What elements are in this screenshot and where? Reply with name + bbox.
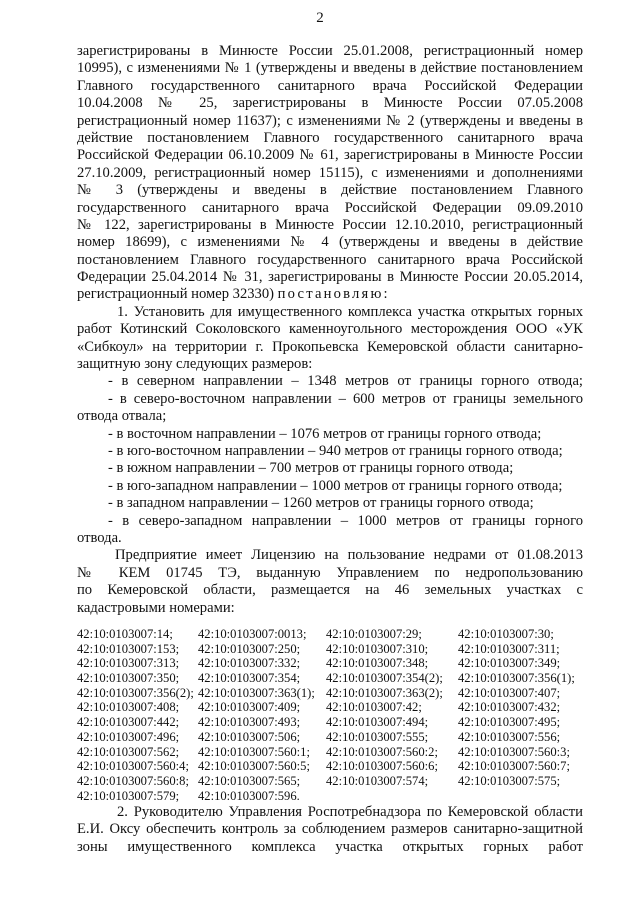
cadastral-number: 42:10:0103007:42; (326, 700, 422, 715)
cadastral-number: 42:10:0103007:356(1); (458, 671, 575, 686)
direction-item: - в восточном направлении – 1076 метров от границы горного отвода; (108, 425, 542, 442)
cadastral-number: 42:10:0103007:407; (458, 685, 561, 700)
text-line (77, 286, 583, 303)
cadastral-number: 42:10:0103007:579; (77, 788, 180, 803)
page-number: 2 (316, 10, 324, 26)
cadastral-number: 42:10:0103007:560:4; (77, 759, 189, 774)
cadastral-number: 42:10:0103007:348; (326, 656, 429, 671)
cadastral-number: 42:10:0103007:556; (458, 729, 561, 744)
cadastral-number: 42:10:0103007:560:6; (326, 759, 438, 774)
text-line: зоны имущественного комплекса участка открытых горных работ (77, 838, 583, 855)
cadastral-number: 42:10:0103007:350; (77, 671, 180, 686)
body-text (77, 43, 583, 617)
cadastral-number: 42:10:0103007:356(2); (77, 685, 194, 700)
postanovlyayu-word: постановляю: (277, 286, 390, 303)
text-line: защитную зону следующих размеров: (77, 356, 313, 373)
cadastral-number: 42:10:0103007:575; (458, 773, 561, 788)
text-line: Е.И. Оксу обеспечить контроль за соблюдением размеров санитарно-защитной (77, 821, 583, 838)
direction-item-cont: отвода. (77, 529, 122, 546)
cadastral-number: 42:10:0103007:565; (198, 773, 301, 788)
cadastral-number: 42:10:0103007:493; (198, 715, 301, 730)
text-line: государственного санитарного врача Российской Федерации 09.09.2010 (77, 199, 583, 216)
direction-item: - в северо-восточном направлении – 600 метров от границы земельного (108, 390, 583, 407)
cadastral-number: 42:10:0103007:560:3; (458, 744, 570, 759)
direction-item: - в западном направлении – 1260 метров от границы горного отвода; (108, 495, 534, 512)
text-line: 27.10.2009, регистрационный номер 15115), с изменениями и дополнениями (77, 164, 583, 181)
text-line: 10995), с изменениями № 1 (утверждены и введены в действие постановлением (77, 60, 583, 77)
cadastral-number: 42:10:0103007:560:1; (198, 744, 310, 759)
cadastral-number: 42:10:0103007:562; (77, 744, 180, 759)
text-line: кадастровыми номерами: (77, 599, 235, 616)
text-line: действие постановлением Главного государственного санитарного врача (77, 129, 583, 146)
item-1-heading: 1. Установить для имущественного комплекса участка открытых горных (117, 303, 583, 320)
text-line: № 3 (утверждены и введены в действие постановлением Главного (77, 182, 583, 199)
cadastral-number: 42:10:0103007:354; (198, 671, 301, 686)
cadastral-number: 42:10:0103007:495; (458, 715, 561, 730)
cadastral-number: 42:10:0103007:363(1); (198, 685, 315, 700)
cadastral-number: 42:10:0103007:560:5; (198, 759, 310, 774)
cadastral-number: 42:10:0103007:349; (458, 656, 561, 671)
cadastral-number: 42:10:0103007:250; (198, 641, 301, 656)
text-line: № КЕМ 01745 ТЭ, выданную Управлением по недропользованию (77, 564, 583, 581)
text-line: зарегистрированы в Минюсте России 25.01.2008, регистрационный номер (77, 43, 583, 59)
cadastral-number: 42:10:0103007:354(2); (326, 671, 443, 686)
cadastral-number: 42:10:0103007:442; (77, 715, 180, 730)
cadastral-number: 42:10:0103007:408; (77, 700, 180, 715)
item-2-heading: 2. Руководителю Управления Роспотребнадзора по Кемеровской области (117, 804, 583, 820)
cadastral-number: 42:10:0103007:574; (326, 773, 429, 788)
cadastral-number: 42:10:0103007:496; (77, 729, 180, 744)
cadastral-number: 42:10:0103007:560:8; (77, 773, 189, 788)
cadastral-number: 42:10:0103007:313; (77, 656, 180, 671)
cadastral-number: 42:10:0103007:310; (326, 641, 429, 656)
cadastral-number: 42:10:0103007:332; (198, 656, 301, 671)
direction-item: - в юго-восточном направлении – 940 метров от границы горного отвода; (108, 442, 563, 459)
text-line: Федерации 25.04.2014 № 31, зарегистрированы в Минюсте России 20.05.2014, (77, 269, 583, 286)
direction-item: - в юго-западном направлении – 1000 метров от границы горного отвода; (108, 477, 563, 494)
cadastral-number: 42:10:0103007:29; (326, 627, 422, 641)
item-2-text (77, 804, 583, 856)
text-line: 10.04.2008 № 25, зарегистрированы в Минюсте России 07.05.2008 (77, 95, 583, 112)
text-line: по Кемеровской области, размещается на 46 земельных участках с (77, 582, 583, 599)
direction-item: - в северном направлении – 1348 метров от границы горного отвода; (108, 373, 583, 390)
text-line: Главного государственного санитарного врача Российской Федерации (77, 77, 583, 94)
cadastral-number: 42:10:0103007:153; (77, 641, 180, 656)
cadastral-number: 42:10:0103007:555; (326, 729, 429, 744)
cadastral-number: 42:10:0103007:560:2; (326, 744, 438, 759)
text-line: Российской Федерации 06.10.2009 № 61, зарегистрированы в Минюсте России (77, 147, 583, 164)
text-line: работ Котинский Соколовского каменноугольного месторождения ООО «УК (77, 321, 583, 338)
text-line: постановлением Главного государственного санитарного врача Российской (77, 251, 583, 268)
text-line: № 122, зарегистрированы в Минюсте России 12.10.2010, регистрационный (77, 216, 583, 233)
cadastral-number: 42:10:0103007:560:7; (458, 759, 570, 774)
cadastral-number: 42:10:0103007:311; (458, 641, 560, 656)
cadastral-number: 42:10:0103007:596. (198, 788, 300, 803)
text-line: «Сибкоул» на территории г. Прокопьевска Кемеровской области санитарно- (77, 338, 583, 355)
cadastral-number: 42:10:0103007:14; (77, 627, 173, 641)
direction-item: - в северо-западном направлении – 1000 метров от границы горного (108, 512, 583, 529)
direction-item-cont: отвода отвала; (77, 408, 167, 425)
cadastral-number: 42:10:0103007:506; (198, 729, 301, 744)
direction-item: - в южном направлении – 700 метров от границы горного отвода; (108, 460, 514, 477)
text-line: регистрационный номер 11637); с изменениями № 2 (утверждены и введены в (77, 112, 583, 129)
license-paragraph: Предприятие имеет Лицензию на пользование недрами от 01.08.2013 (115, 547, 583, 564)
cadastral-number: 42:10:0103007:432; (458, 700, 561, 715)
cadastral-number: 42:10:0103007:409; (198, 700, 301, 715)
intro-last-text: регистрационный номер 32330) (77, 286, 275, 303)
cadastral-number: 42:10:0103007:30; (458, 627, 554, 641)
cadastral-number: 42:10:0103007:0013; (198, 627, 307, 641)
text-line: номер 18699), с изменениями № 4 (утверждены и введены в действие (77, 234, 583, 251)
cadastral-number: 42:10:0103007:363(2); (326, 685, 443, 700)
cadastral-number: 42:10:0103007:494; (326, 715, 429, 730)
